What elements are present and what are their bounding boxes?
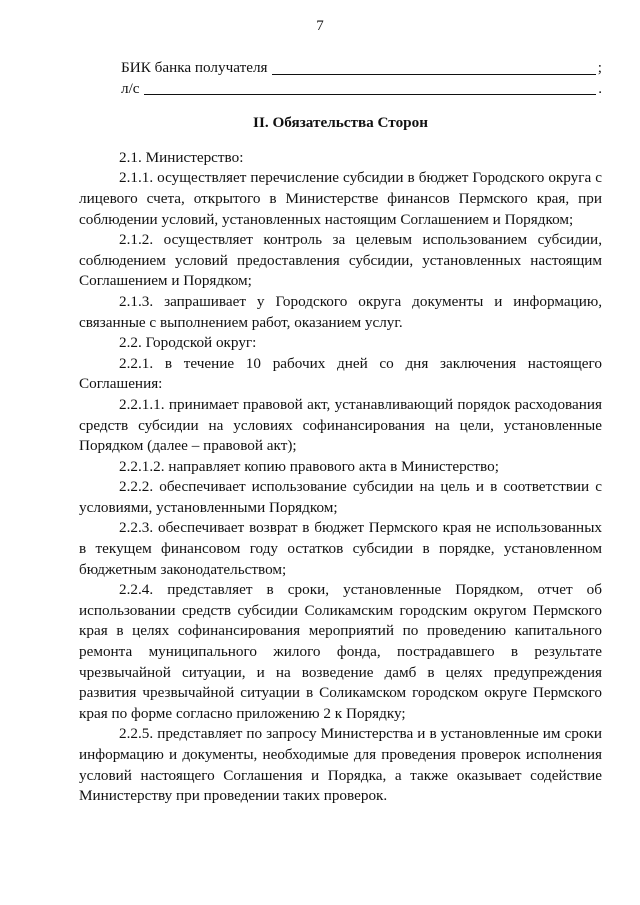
account-terminator: .: [598, 79, 602, 97]
document-body: [79, 58, 602, 807]
paragraph-2-1-2: 2.1.2. осуществляет контроль за целевым использованием субсидии, соблюдением условий предоставления субсидии, установленных настоящим Соглашением и Порядком;: [79, 231, 602, 290]
account-label: л/с: [121, 79, 140, 97]
paragraph-2-2-2: 2.2.2. обеспечивает использование субсидии на цель и в соответствии с условиями, установленными Порядком;: [79, 478, 602, 516]
account-blank-line: [144, 94, 597, 95]
bik-label: БИК банка получателя: [121, 59, 268, 76]
paragraph-2-2-1: 2.2.1. в течение 10 рабочих дней со дня заключения настоящего Соглашения:: [79, 354, 602, 393]
account-field: [79, 79, 602, 100]
paragraph-2-1-1: 2.1.1. осуществляет перечисление субсидии в бюджет Городского округа с лицевого счета, открытого в Министерстве финансов Пермского края, при соблюдении условий, установленных настоящим Соглашением и Порядком;: [79, 169, 602, 228]
paragraph-2-2-1-1: 2.2.1.1. принимает правовой акт, устанавливающий порядок расходования средств субсидии на условиях софинансирования на цели, установленные Порядком (далее – правовой акт);: [79, 395, 602, 455]
paragraph-2-1: 2.1. Министерство:: [119, 148, 244, 166]
section-title: II. Обязательства Сторон: [253, 114, 428, 132]
paragraph-2-2-4: 2.2.4. представляет в сроки, установленные Порядком, отчет об использовании средств субсидии Соликамским городским округом Пермского края в целях софинансирования мероприятий по проведению капитального ремонта муниципального жилого фонда, пострадавшего в результате чрезвычайной ситуации, и на возведение дамб в целях предупреждения развития чрезвычайной ситуации в Соликамском городском округе Пермского края по форме согласно приложению 2 к Порядку;: [79, 581, 602, 722]
paragraph-2-2-1-2: 2.2.1.2. направляет копию правового акта в Министерство;: [119, 457, 499, 475]
page-number: 7: [316, 18, 324, 34]
bik-field: [79, 58, 602, 79]
paragraph-2-1-3: 2.1.3. запрашивает у Городского округа документы и информацию, связанные с выполнением работ, оказанием услуг.: [79, 292, 602, 331]
paragraph-2-2-3: 2.2.3. обеспечивает возврат в бюджет Пермского края не использованных в текущем финансовом году остатков субсидии в порядке, установленном бюджетным законодательством;: [79, 519, 602, 578]
paragraph-2-2: 2.2. Городской округ:: [119, 334, 257, 352]
bik-terminator: ;: [597, 59, 602, 76]
bik-blank-line: [272, 74, 596, 75]
paragraph-2-2-5: 2.2.5. представляет по запросу Министерства и в установленные им сроки информацию и документы, необходимые для проведения проверок исполнения условий настоящего Соглашения и Порядка, а также оказывает содействие Министерству при проведении таких проверок.: [79, 725, 602, 805]
